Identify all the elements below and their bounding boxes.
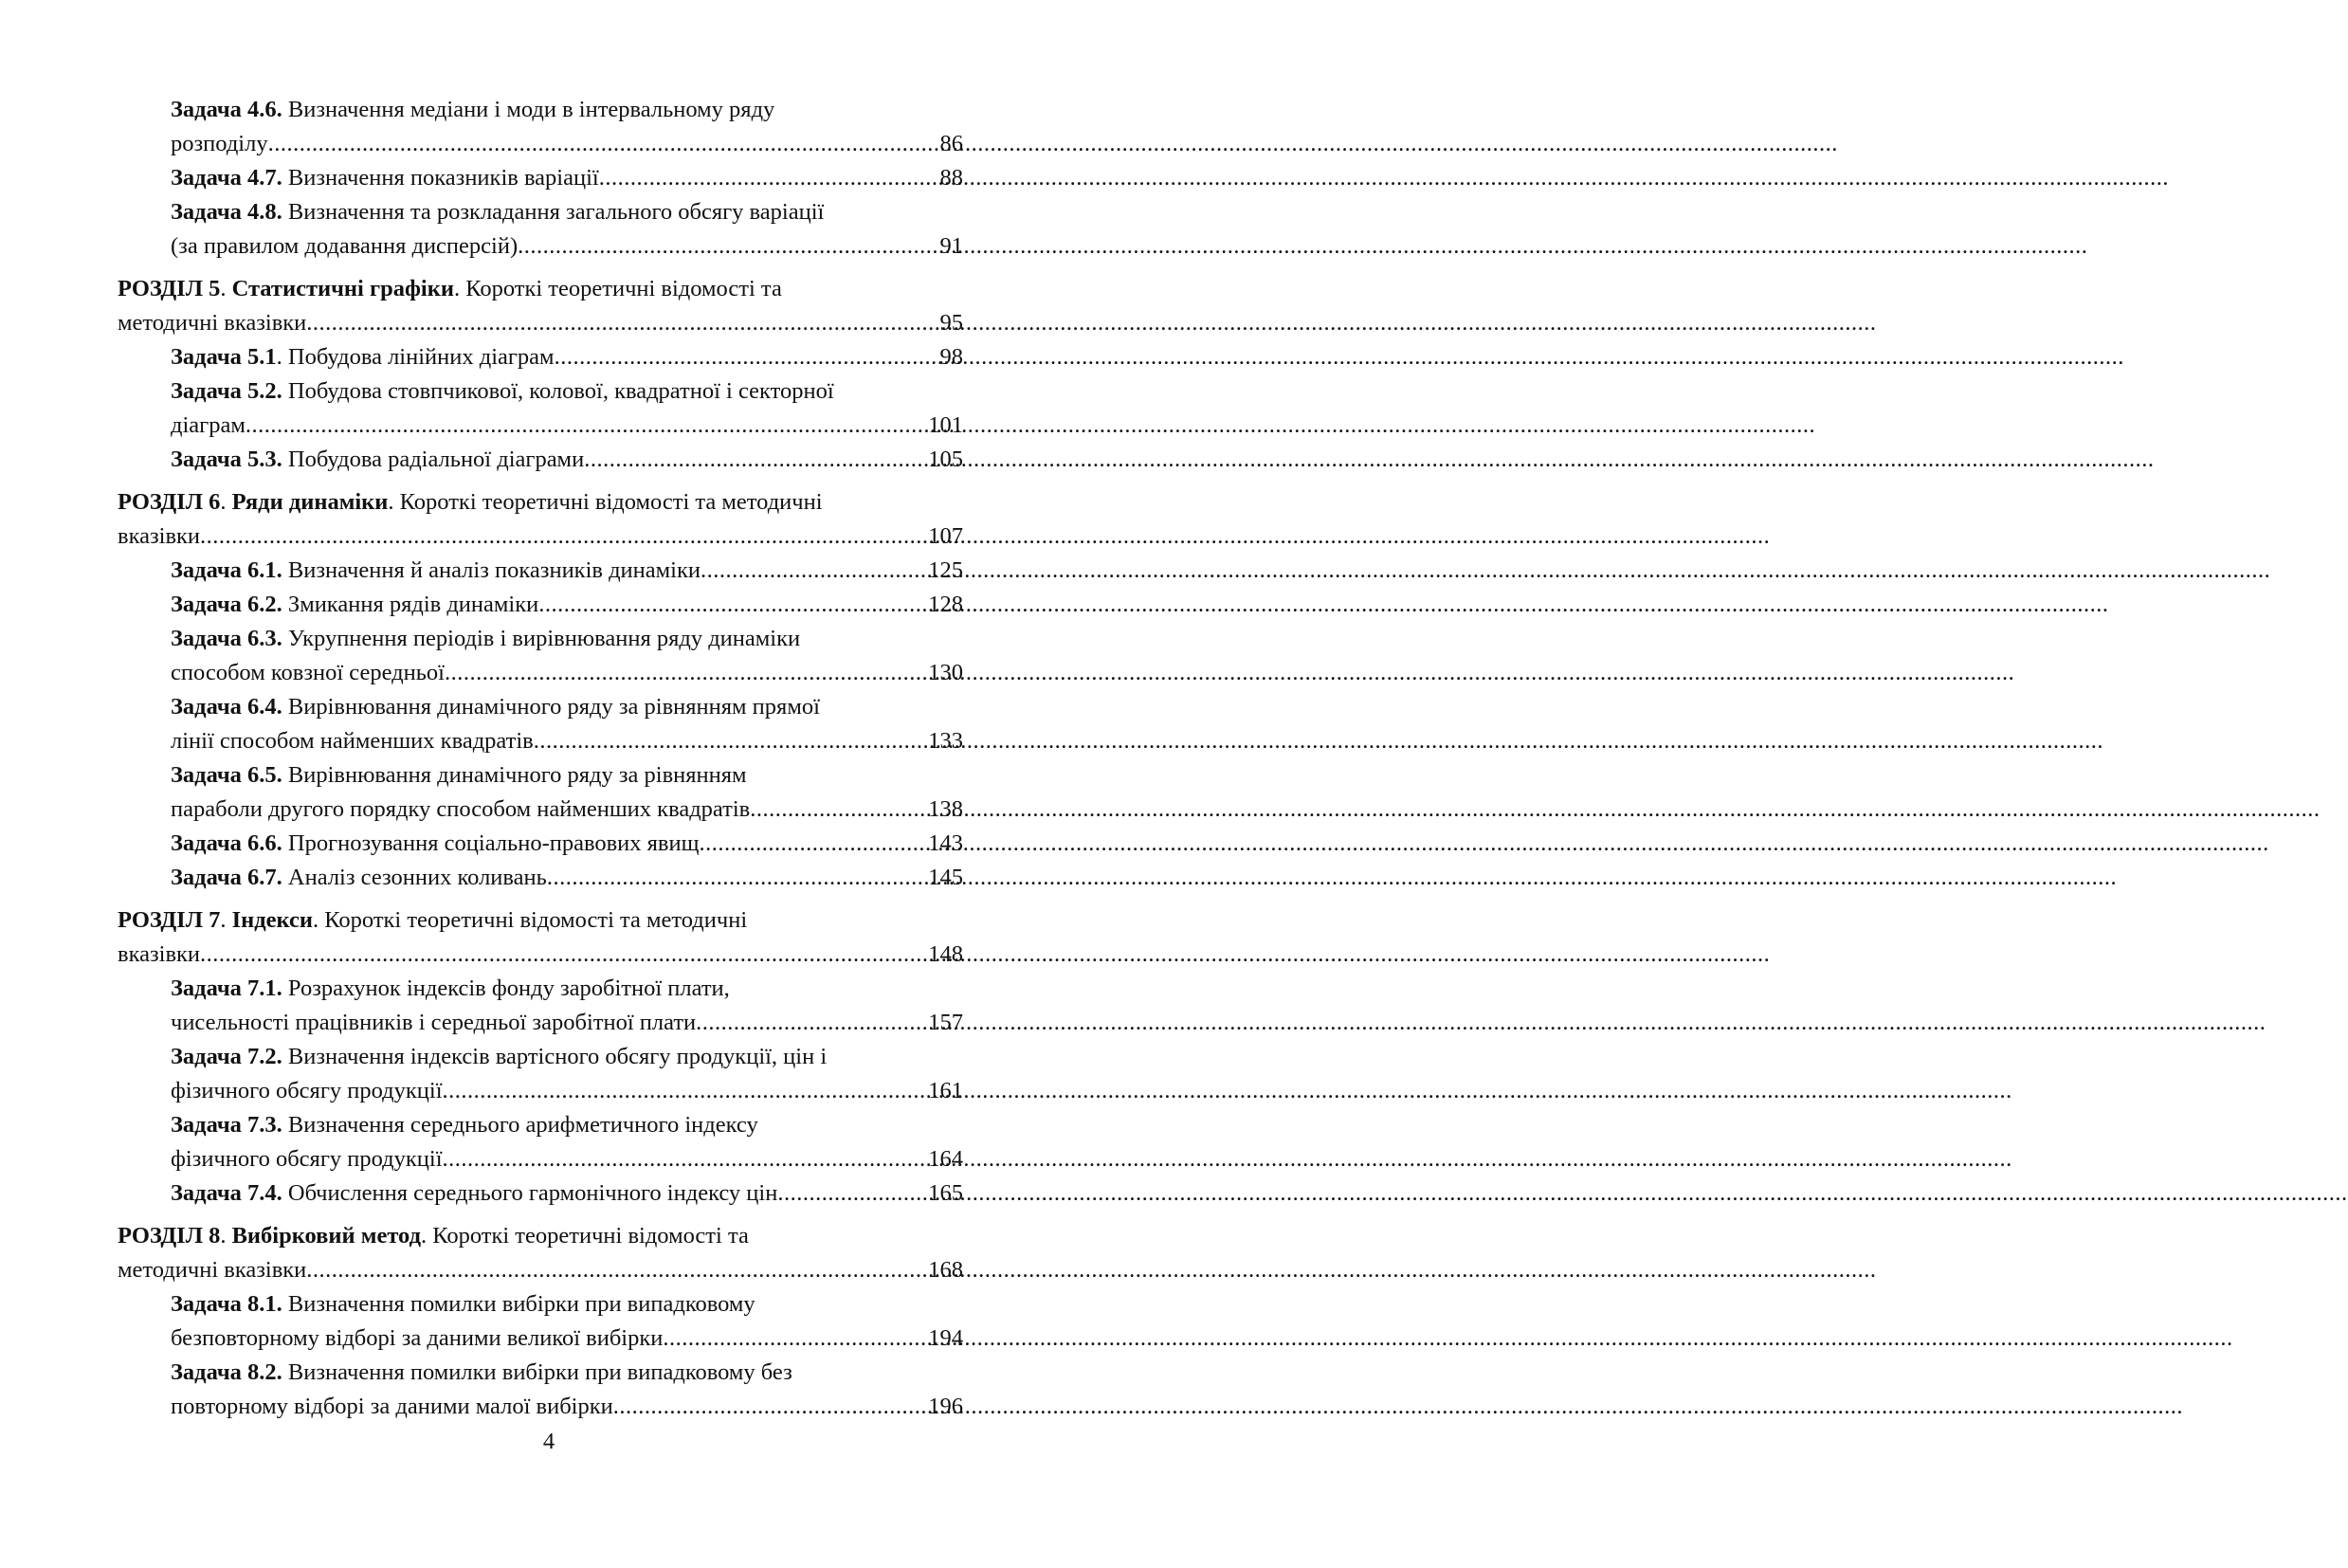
toc-entry-line [118, 1219, 963, 1253]
toc-entry-continuation: лінії способом найменших квадратів [171, 728, 534, 754]
toc-entry-line [171, 656, 963, 690]
toc-page-number: 101 [928, 412, 963, 438]
toc-task-entry [118, 161, 963, 195]
task-title: Визначення та розкладання загального обсягу варіації [282, 199, 825, 225]
task-label: Задача 4.8. [171, 199, 282, 225]
section-number: РОЗДІЛ 6 [118, 489, 221, 515]
toc-entry-line [118, 520, 963, 554]
toc-entry-line [171, 861, 963, 895]
toc-section-entry [118, 903, 963, 972]
dot-leader [584, 443, 928, 477]
toc-page-number: 98 [939, 344, 963, 370]
dot-leader [599, 161, 940, 195]
toc-entry-line [171, 827, 963, 861]
section-separator: . [220, 907, 232, 933]
toc-entry-line [171, 793, 963, 827]
toc-entry-continuation: (за правилом додавання дисперсій) [171, 233, 519, 259]
toc-page-number: 133 [928, 728, 963, 754]
toc-task-entry [118, 93, 963, 161]
document-page [0, 0, 1098, 1568]
task-title: Визначення помилки вибірки при випадковому без [282, 1359, 792, 1385]
toc-entry-line [171, 195, 963, 229]
toc-page-number: 196 [928, 1394, 963, 1419]
task-label: Задача 6.1. [171, 557, 282, 583]
toc-section-entry [118, 272, 963, 340]
task-label: Задача 4.6. [171, 97, 282, 122]
toc-page-number: 91 [939, 233, 963, 259]
toc-entry-continuation: безповторному відборі за даними великої вибірки [171, 1325, 664, 1351]
toc-entry-line [171, 1108, 963, 1142]
task-label: Задача 5.2. [171, 378, 282, 404]
task-title: Змикання рядів динаміки [282, 592, 539, 617]
task-title: Визначення показників варіації [282, 165, 599, 191]
page-number: 4 [542, 1429, 555, 1454]
toc-page-number: 165 [928, 1180, 963, 1206]
section-number: РОЗДІЛ 5 [118, 276, 221, 301]
toc-page-number: 164 [928, 1146, 963, 1172]
toc-entry-line [171, 690, 963, 724]
toc-task-entry [118, 758, 963, 827]
toc-entry-line [171, 1006, 963, 1040]
toc-entry-continuation: фізичного обсягу продукції [171, 1078, 443, 1103]
toc-page-number: 125 [928, 557, 963, 583]
toc-entry-title [171, 1176, 777, 1211]
toc-entry-continuation: вказівки [118, 941, 201, 967]
toc-page-number: 145 [928, 865, 963, 890]
section-description: . Короткі теоретичні відомості та методичні [388, 489, 823, 515]
toc-page-number: 194 [928, 1325, 963, 1351]
toc-entry-line [171, 340, 963, 374]
task-label: Задача 6.5. [171, 762, 282, 788]
toc-entry-line [171, 1176, 963, 1211]
toc-entry-line [118, 1253, 963, 1287]
toc-page-number: 86 [939, 131, 963, 156]
toc-task-entry [118, 1040, 963, 1108]
dot-leader [538, 588, 928, 622]
toc-entry-line [171, 1287, 963, 1322]
toc-entry-line [171, 161, 963, 195]
toc-entry-line [171, 443, 963, 477]
toc-task-entry [118, 1287, 963, 1356]
toc-entry-line [171, 758, 963, 793]
toc-entry-line [171, 374, 963, 409]
section-description: . Короткі теоретичні відомості та [453, 276, 782, 301]
dot-leader [443, 1074, 929, 1108]
toc-task-entry [118, 622, 963, 690]
toc-entry-line [171, 1356, 963, 1390]
task-label: Задача 7.2. [171, 1044, 282, 1069]
task-title: Визначення середнього арифметичного індексу [282, 1112, 758, 1138]
toc-page-number: 138 [928, 796, 963, 822]
toc-entry-line [118, 938, 963, 972]
toc-page-number: 88 [939, 165, 963, 191]
toc-entry-line [118, 306, 963, 340]
section-description: . Короткі теоретичні відомості та [420, 1223, 749, 1249]
dot-leader [696, 1006, 928, 1040]
toc-task-entry [118, 1108, 963, 1176]
toc-entry-line [118, 903, 963, 938]
dot-leader [518, 229, 939, 264]
task-label: Задача 7.4. [171, 1180, 282, 1206]
table-of-contents [118, 93, 963, 1424]
task-title: Вирівнювання динамічного ряду за рівнянням прямої [282, 694, 820, 720]
toc-page-number: 95 [939, 310, 963, 336]
task-label: Задача 4.7. [171, 165, 282, 191]
dot-leader [200, 938, 928, 972]
task-label: Задача 5.3. [171, 447, 282, 472]
section-title: Індекси [231, 907, 314, 933]
task-label: Задача 7.3. [171, 1112, 282, 1138]
toc-task-entry [118, 827, 963, 861]
task-title: Визначення медіани і моди в інтервальному ряду [282, 97, 775, 122]
section-description: . Короткі теоретичні відомості та методичні [313, 907, 748, 933]
toc-entry-continuation: чисельності працівників і середньої заробітної плати [171, 1010, 697, 1035]
toc-page-number: 161 [928, 1078, 963, 1103]
toc-page-number: 168 [928, 1257, 963, 1283]
task-label: Задача 5.1 [171, 344, 277, 370]
task-label: Задача 6.2. [171, 592, 282, 617]
task-label: Задача 8.2. [171, 1359, 282, 1385]
section-title: Статистичні графіки [231, 276, 454, 301]
toc-page-number: 148 [928, 941, 963, 967]
dot-leader [246, 409, 928, 443]
toc-entry-continuation: повторному відборі за даними малої вибірки [171, 1394, 613, 1419]
toc-entry-continuation: вказівки [118, 523, 201, 549]
toc-entry-line [171, 972, 963, 1006]
toc-task-entry [118, 690, 963, 758]
toc-entry-continuation: параболи другого порядку способом найменших квадратів [171, 796, 751, 822]
section-separator: . [220, 276, 232, 301]
task-title: Укрупнення періодів і вирівнювання ряду динаміки [282, 626, 801, 651]
task-label: Задача 6.3. [171, 626, 282, 651]
toc-page-number: 143 [928, 830, 963, 856]
toc-entry-continuation: фізичного обсягу продукції [171, 1146, 443, 1172]
toc-task-entry [118, 1356, 963, 1424]
toc-entry-line [171, 1390, 963, 1424]
task-title: Визначення індексів вартісного обсягу продукції, цін і [282, 1044, 828, 1069]
toc-entry-line [171, 1074, 963, 1108]
toc-page-number: 128 [928, 592, 963, 617]
section-number: РОЗДІЛ 7 [118, 907, 221, 933]
section-separator: . [220, 1223, 232, 1249]
toc-page-number: 105 [928, 447, 963, 472]
dot-leader [777, 1176, 928, 1211]
toc-entry-line [171, 1142, 963, 1176]
dot-leader [445, 656, 928, 690]
task-label: Задача 6.4. [171, 694, 282, 720]
task-title: Прогнозування соціально-правових явищ [282, 830, 700, 856]
toc-task-entry [118, 972, 963, 1040]
toc-page-number: 157 [928, 1010, 963, 1035]
toc-section-entry [118, 485, 963, 554]
toc-task-entry [118, 340, 963, 374]
toc-entry-line [171, 409, 963, 443]
toc-entry-title [171, 554, 701, 588]
toc-task-entry [118, 374, 963, 443]
task-title: Аналіз сезонних коливань [282, 865, 547, 890]
dot-leader [750, 793, 928, 827]
dot-leader [663, 1322, 928, 1356]
task-title: Обчислення середнього гармонічного індексу цін [282, 1180, 778, 1206]
dot-leader [547, 861, 928, 895]
dot-leader [443, 1142, 929, 1176]
task-label: Задача 6.7. [171, 865, 282, 890]
dot-leader [613, 1390, 929, 1424]
toc-entry-continuation: способом ковзної середньої [171, 660, 445, 685]
section-separator: . [220, 489, 232, 515]
dot-leader [268, 127, 940, 161]
task-label: Задача 7.1. [171, 975, 282, 1001]
section-title: Ряди динаміки [231, 489, 389, 515]
task-title: Побудова стовпчикової, колової, квадратної і секторної [282, 378, 834, 404]
toc-task-entry [118, 443, 963, 477]
toc-entry-title [171, 161, 599, 195]
section-title: Вибірковий метод [231, 1223, 421, 1249]
task-title: . Побудова лінійних діаграм [276, 344, 555, 370]
toc-page-number: 107 [928, 523, 963, 549]
toc-entry-continuation: методичні вказівки [118, 1257, 307, 1283]
toc-task-entry [118, 554, 963, 588]
toc-entry-line [171, 588, 963, 622]
dot-leader [306, 1253, 928, 1287]
dot-leader [699, 827, 928, 861]
section-number: РОЗДІЛ 8 [118, 1223, 221, 1249]
toc-entry-line [171, 724, 963, 758]
dot-leader [306, 306, 939, 340]
toc-page-number: 130 [928, 660, 963, 685]
toc-entry-title [171, 443, 584, 477]
toc-entry-line [171, 127, 963, 161]
toc-entry-title [171, 861, 547, 895]
task-title: Розрахунок індексів фонду заробітної плати, [282, 975, 730, 1001]
dot-leader [534, 724, 929, 758]
toc-entry-line [171, 229, 963, 264]
toc-entry-title [171, 827, 699, 861]
task-title: Вирівнювання динамічного ряду за рівнянням [282, 762, 747, 788]
toc-entry-line [171, 554, 963, 588]
task-title: Визначення й аналіз показників динаміки [282, 557, 701, 583]
task-title: Побудова радіальної діаграми [282, 447, 585, 472]
toc-entry-line [118, 272, 963, 306]
task-label: Задача 6.6. [171, 830, 282, 856]
toc-task-entry [118, 195, 963, 264]
toc-entry-continuation: методичні вказівки [118, 310, 307, 336]
toc-section-entry [118, 1219, 963, 1287]
toc-entry-line [171, 1040, 963, 1074]
dot-leader [701, 554, 928, 588]
toc-entry-line [118, 485, 963, 520]
toc-entry-title [171, 340, 555, 374]
toc-task-entry [118, 1176, 963, 1211]
dot-leader [555, 340, 940, 374]
toc-entry-continuation: розподілу [171, 131, 268, 156]
task-title: Визначення помилки вибірки при випадковому [282, 1291, 755, 1317]
toc-entry-line [171, 1322, 963, 1356]
toc-entry-title [171, 588, 538, 622]
task-label: Задача 8.1. [171, 1291, 282, 1317]
toc-entry-continuation: діаграм [171, 412, 246, 438]
toc-task-entry [118, 861, 963, 895]
dot-leader [200, 520, 928, 554]
toc-entry-line [171, 622, 963, 656]
toc-task-entry [118, 588, 963, 622]
toc-entry-line [171, 93, 963, 127]
